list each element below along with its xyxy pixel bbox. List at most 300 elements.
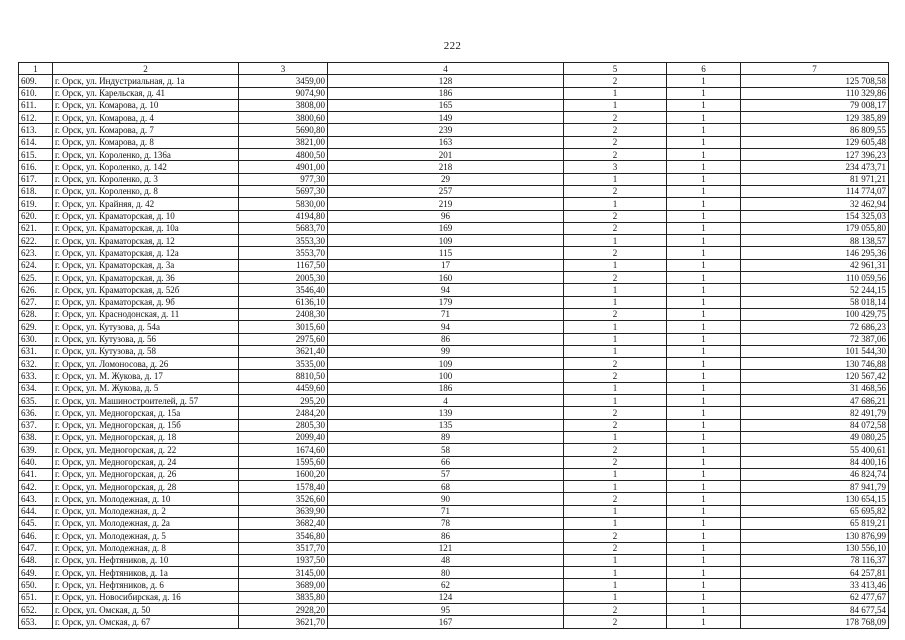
table-row (19, 87, 889, 99)
flag-cell: 1 (667, 136, 741, 148)
flag-cell: 1 (667, 493, 741, 505)
row-number: 653. (19, 616, 53, 628)
residents-cell: 163 (328, 136, 564, 148)
flag-cell: 1 (667, 579, 741, 591)
address-cell: г. Орск, ул. Молодежная, д. 2а (53, 517, 239, 529)
residents-cell: 124 (328, 591, 564, 603)
table-body (19, 75, 889, 628)
amount-cell: 125 708,58 (741, 75, 889, 87)
amount-cell: 114 774,07 (741, 185, 889, 197)
residents-cell: 257 (328, 185, 564, 197)
area-cell: 2805,30 (239, 419, 328, 431)
row-number: 650. (19, 579, 53, 591)
amount-cell: 81 971,21 (741, 173, 889, 185)
area-cell: 4194,80 (239, 210, 328, 222)
area-cell: 3682,40 (239, 517, 328, 529)
flag-cell: 1 (667, 517, 741, 529)
area-cell: 3821,00 (239, 136, 328, 148)
residents-cell: 167 (328, 616, 564, 628)
area-cell: 3553,70 (239, 247, 328, 259)
count-cell: 1 (564, 554, 667, 566)
address-cell: г. Орск, ул. Карельская, д. 41 (53, 87, 239, 99)
residents-cell: 109 (328, 235, 564, 247)
row-number: 634. (19, 382, 53, 394)
residents-cell: 186 (328, 87, 564, 99)
row-number: 645. (19, 517, 53, 529)
area-cell: 3553,30 (239, 235, 328, 247)
table-row (19, 296, 889, 308)
count-cell: 2 (564, 370, 667, 382)
amount-cell: 47 686,21 (741, 395, 889, 407)
residents-cell: 239 (328, 124, 564, 136)
amount-cell: 82 491,79 (741, 407, 889, 419)
residents-cell: 219 (328, 198, 564, 210)
residents-cell: 96 (328, 210, 564, 222)
flag-cell: 1 (667, 198, 741, 210)
amount-cell: 84 400,16 (741, 456, 889, 468)
row-number: 632. (19, 358, 53, 370)
count-cell: 1 (564, 87, 667, 99)
table-row (19, 591, 889, 603)
residents-cell: 109 (328, 358, 564, 370)
count-cell: 1 (564, 579, 667, 591)
amount-cell: 65 819,21 (741, 517, 889, 529)
area-cell: 1595,60 (239, 456, 328, 468)
count-cell: 1 (564, 505, 667, 517)
residents-cell: 160 (328, 272, 564, 284)
count-cell: 2 (564, 419, 667, 431)
area-cell: 3689,00 (239, 579, 328, 591)
amount-cell: 110 059,56 (741, 272, 889, 284)
address-cell: г. Орск, ул. Краматорская, д. 10а (53, 222, 239, 234)
area-cell: 3546,80 (239, 530, 328, 542)
table-row (19, 259, 889, 271)
area-cell: 1578,40 (239, 481, 328, 493)
area-cell: 977,30 (239, 173, 328, 185)
address-cell: г. Орск, ул. Краматорская, д. 36 (53, 272, 239, 284)
row-number: 640. (19, 456, 53, 468)
residents-cell: 80 (328, 567, 564, 579)
address-cell: г. Орск, ул. Медногорская, д. 24 (53, 456, 239, 468)
table-row (19, 149, 889, 161)
row-number: 609. (19, 75, 53, 87)
residents-cell: 86 (328, 530, 564, 542)
row-number: 619. (19, 198, 53, 210)
count-cell: 1 (564, 284, 667, 296)
amount-cell: 78 116,37 (741, 554, 889, 566)
area-cell: 1674,60 (239, 444, 328, 456)
table-row (19, 173, 889, 185)
count-cell: 1 (564, 259, 667, 271)
residents-cell: 128 (328, 75, 564, 87)
amount-cell: 110 329,86 (741, 87, 889, 99)
count-cell: 2 (564, 604, 667, 616)
amount-cell: 127 396,23 (741, 149, 889, 161)
count-cell: 1 (564, 99, 667, 111)
amount-cell: 72 686,23 (741, 321, 889, 333)
flag-cell: 1 (667, 235, 741, 247)
row-number: 622. (19, 235, 53, 247)
flag-cell: 1 (667, 481, 741, 493)
table-row (19, 321, 889, 333)
amount-cell: 178 768,09 (741, 616, 889, 628)
residents-cell: 95 (328, 604, 564, 616)
address-cell: г. Орск, ул. Комарова, д. 7 (53, 124, 239, 136)
address-cell: г. Орск, ул. Омская, д. 67 (53, 616, 239, 628)
area-cell: 3835,80 (239, 591, 328, 603)
residents-cell: 58 (328, 444, 564, 456)
residents-cell: 48 (328, 554, 564, 566)
table-row (19, 616, 889, 628)
count-cell: 2 (564, 272, 667, 284)
area-cell: 2484,20 (239, 407, 328, 419)
address-cell: г. Орск, ул. Кутузова, д. 56 (53, 333, 239, 345)
flag-cell: 1 (667, 444, 741, 456)
flag-cell: 1 (667, 222, 741, 234)
row-number: 610. (19, 87, 53, 99)
amount-cell: 146 295,36 (741, 247, 889, 259)
amount-cell: 129 605,48 (741, 136, 889, 148)
flag-cell: 1 (667, 395, 741, 407)
amount-cell: 87 941,79 (741, 481, 889, 493)
residents-cell: 135 (328, 419, 564, 431)
area-cell: 3145,00 (239, 567, 328, 579)
amount-cell: 100 429,75 (741, 308, 889, 320)
address-cell: г. Орск, ул. Омская, д. 50 (53, 604, 239, 616)
row-number: 628. (19, 308, 53, 320)
count-cell: 2 (564, 124, 667, 136)
area-cell: 2005,30 (239, 272, 328, 284)
table-row (19, 235, 889, 247)
row-number: 620. (19, 210, 53, 222)
flag-cell: 1 (667, 149, 741, 161)
flag-cell: 1 (667, 185, 741, 197)
table-row (19, 444, 889, 456)
row-number: 627. (19, 296, 53, 308)
table-row (19, 542, 889, 554)
table-row (19, 136, 889, 148)
address-cell: г. Орск, ул. Медногорская, д. 22 (53, 444, 239, 456)
flag-cell: 1 (667, 161, 741, 173)
flag-cell: 1 (667, 333, 741, 345)
area-cell: 4800,50 (239, 149, 328, 161)
count-cell: 2 (564, 136, 667, 148)
count-cell: 2 (564, 112, 667, 124)
residents-cell: 201 (328, 149, 564, 161)
row-number: 616. (19, 161, 53, 173)
row-number: 644. (19, 505, 53, 517)
residents-cell: 89 (328, 431, 564, 443)
address-cell: г. Орск, ул. Комарова, д. 8 (53, 136, 239, 148)
address-cell: г. Орск, ул. Краматорская, д. 12а (53, 247, 239, 259)
amount-cell: 55 400,61 (741, 444, 889, 456)
area-cell: 3517,70 (239, 542, 328, 554)
count-cell: 3 (564, 161, 667, 173)
table-row (19, 517, 889, 529)
count-cell: 1 (564, 468, 667, 480)
area-cell: 4901,00 (239, 161, 328, 173)
amount-cell: 79 008,17 (741, 99, 889, 111)
area-cell: 1937,50 (239, 554, 328, 566)
address-cell: г. Орск, ул. Индустриальная, д. 1а (53, 75, 239, 87)
area-cell: 5830,00 (239, 198, 328, 210)
area-cell: 2975,60 (239, 333, 328, 345)
table-row (19, 382, 889, 394)
flag-cell: 1 (667, 542, 741, 554)
flag-cell: 1 (667, 99, 741, 111)
address-cell: г. Орск, ул. Нефтяников, д. 6 (53, 579, 239, 591)
flag-cell: 1 (667, 296, 741, 308)
address-cell: г. Орск, ул. Комарова, д. 4 (53, 112, 239, 124)
amount-cell: 49 080,25 (741, 431, 889, 443)
area-cell: 5697,30 (239, 185, 328, 197)
residents-cell: 115 (328, 247, 564, 259)
area-cell: 2928,20 (239, 604, 328, 616)
column-header: 2 (53, 63, 239, 75)
address-cell: г. Орск, ул. Новосибирская, д. 16 (53, 591, 239, 603)
area-cell: 4459,60 (239, 382, 328, 394)
table-row (19, 333, 889, 345)
flag-cell: 1 (667, 468, 741, 480)
residents-cell: 121 (328, 542, 564, 554)
table-row (19, 505, 889, 517)
address-cell: г. Орск, ул. Молодежная, д. 10 (53, 493, 239, 505)
row-number: 618. (19, 185, 53, 197)
flag-cell: 1 (667, 87, 741, 99)
amount-cell: 154 325,03 (741, 210, 889, 222)
flag-cell: 1 (667, 272, 741, 284)
row-number: 642. (19, 481, 53, 493)
area-cell: 9074,90 (239, 87, 328, 99)
table-row (19, 493, 889, 505)
flag-cell: 1 (667, 554, 741, 566)
count-cell: 2 (564, 530, 667, 542)
residents-cell: 29 (328, 173, 564, 185)
flag-cell: 1 (667, 616, 741, 628)
address-cell: г. Орск, ул. Краматорская, д. 52б (53, 284, 239, 296)
row-number: 614. (19, 136, 53, 148)
count-cell: 1 (564, 173, 667, 185)
table-row (19, 431, 889, 443)
table-row (19, 358, 889, 370)
table-row (19, 75, 889, 87)
count-cell: 1 (564, 395, 667, 407)
area-cell: 295,20 (239, 395, 328, 407)
residents-cell: 78 (328, 517, 564, 529)
area-cell: 3800,60 (239, 112, 328, 124)
table-row (19, 112, 889, 124)
flag-cell: 1 (667, 382, 741, 394)
table-row (19, 284, 889, 296)
residents-cell: 149 (328, 112, 564, 124)
row-number: 625. (19, 272, 53, 284)
area-cell: 1167,50 (239, 259, 328, 271)
count-cell: 1 (564, 345, 667, 357)
amount-cell: 42 961,31 (741, 259, 889, 271)
table-row (19, 198, 889, 210)
flag-cell: 1 (667, 321, 741, 333)
flag-cell: 1 (667, 345, 741, 357)
flag-cell: 1 (667, 407, 741, 419)
count-cell: 1 (564, 591, 667, 603)
count-cell: 1 (564, 198, 667, 210)
count-cell: 2 (564, 308, 667, 320)
amount-cell: 130 654,15 (741, 493, 889, 505)
count-cell: 2 (564, 185, 667, 197)
count-cell: 2 (564, 542, 667, 554)
address-cell: г. Орск, ул. Краматорская, д. 10 (53, 210, 239, 222)
area-cell: 8810,50 (239, 370, 328, 382)
row-number: 621. (19, 222, 53, 234)
row-number: 646. (19, 530, 53, 542)
flag-cell: 1 (667, 567, 741, 579)
flag-cell: 1 (667, 505, 741, 517)
count-cell: 2 (564, 75, 667, 87)
count-cell: 1 (564, 296, 667, 308)
count-cell: 2 (564, 444, 667, 456)
amount-cell: 130 876,99 (741, 530, 889, 542)
table-row (19, 247, 889, 259)
address-cell: г. Орск, ул. Крайняя, д. 42 (53, 198, 239, 210)
flag-cell: 1 (667, 112, 741, 124)
residents-cell: 57 (328, 468, 564, 480)
row-number: 623. (19, 247, 53, 259)
area-cell: 3546,40 (239, 284, 328, 296)
table-row (19, 419, 889, 431)
row-number: 637. (19, 419, 53, 431)
amount-cell: 52 244,15 (741, 284, 889, 296)
row-number: 635. (19, 395, 53, 407)
amount-cell: 120 567,42 (741, 370, 889, 382)
amount-cell: 86 809,55 (741, 124, 889, 136)
flag-cell: 1 (667, 358, 741, 370)
amount-cell: 179 055,80 (741, 222, 889, 234)
address-cell: г. Орск, ул. М. Жукова, д. 17 (53, 370, 239, 382)
residents-cell: 86 (328, 333, 564, 345)
residents-cell: 71 (328, 308, 564, 320)
address-cell: г. Орск, ул. Краснодонская, д. 11 (53, 308, 239, 320)
count-cell: 2 (564, 407, 667, 419)
row-number: 624. (19, 259, 53, 271)
page-number: 222 (443, 40, 462, 52)
column-header: 5 (564, 63, 667, 75)
count-cell: 2 (564, 456, 667, 468)
row-number: 617. (19, 173, 53, 185)
count-cell: 1 (564, 333, 667, 345)
amount-cell: 46 824,74 (741, 468, 889, 480)
amount-cell: 130 746,88 (741, 358, 889, 370)
amount-cell: 65 695,82 (741, 505, 889, 517)
address-cell: г. Орск, ул. Нефтяников, д. 10 (53, 554, 239, 566)
table-row (19, 161, 889, 173)
column-header: 7 (741, 63, 889, 75)
flag-cell: 1 (667, 591, 741, 603)
table-row (19, 308, 889, 320)
area-cell: 2099,40 (239, 431, 328, 443)
flag-cell: 1 (667, 124, 741, 136)
address-cell: г. Орск, ул. Короленко, д. 136а (53, 149, 239, 161)
column-header: 4 (328, 63, 564, 75)
area-cell: 3621,40 (239, 345, 328, 357)
area-cell: 2408,30 (239, 308, 328, 320)
row-number: 648. (19, 554, 53, 566)
residents-cell: 169 (328, 222, 564, 234)
area-cell: 3015,60 (239, 321, 328, 333)
table-row (19, 481, 889, 493)
row-number: 649. (19, 567, 53, 579)
residents-cell: 100 (328, 370, 564, 382)
column-header: 3 (239, 63, 328, 75)
residents-cell: 4 (328, 395, 564, 407)
table-row (19, 579, 889, 591)
address-cell: г. Орск, ул. Краматорская, д. 3а (53, 259, 239, 271)
row-number: 615. (19, 149, 53, 161)
address-cell: г. Орск, ул. Медногорская, д. 28 (53, 481, 239, 493)
residents-cell: 186 (328, 382, 564, 394)
residents-cell: 68 (328, 481, 564, 493)
row-number: 636. (19, 407, 53, 419)
address-cell: г. Орск, ул. Комарова, д. 10 (53, 99, 239, 111)
residents-cell: 17 (328, 259, 564, 271)
residents-cell: 94 (328, 284, 564, 296)
count-cell: 2 (564, 493, 667, 505)
flag-cell: 1 (667, 75, 741, 87)
count-cell: 1 (564, 567, 667, 579)
table-row (19, 407, 889, 419)
amount-cell: 33 413,46 (741, 579, 889, 591)
residents-cell: 71 (328, 505, 564, 517)
area-cell: 3535,00 (239, 358, 328, 370)
table-row (19, 210, 889, 222)
table-row (19, 554, 889, 566)
residents-cell: 165 (328, 99, 564, 111)
flag-cell: 1 (667, 456, 741, 468)
area-cell: 3639,90 (239, 505, 328, 517)
row-number: 652. (19, 604, 53, 616)
housing-registry-table (18, 62, 889, 629)
area-cell: 5683,70 (239, 222, 328, 234)
address-cell: г. Орск, ул. Короленко, д. 142 (53, 161, 239, 173)
table-row (19, 370, 889, 382)
amount-cell: 31 468,56 (741, 382, 889, 394)
row-number: 643. (19, 493, 53, 505)
address-cell: г. Орск, ул. Краматорская, д. 9б (53, 296, 239, 308)
flag-cell: 1 (667, 530, 741, 542)
address-cell: г. Орск, ул. Краматорская, д. 12 (53, 235, 239, 247)
table-row (19, 272, 889, 284)
table-row (19, 567, 889, 579)
table-row (19, 185, 889, 197)
table-row (19, 468, 889, 480)
table-row (19, 604, 889, 616)
row-number: 633. (19, 370, 53, 382)
row-number: 651. (19, 591, 53, 603)
residents-cell: 179 (328, 296, 564, 308)
address-cell: г. Орск, ул. Кутузова, д. 54а (53, 321, 239, 333)
column-header: 6 (667, 63, 741, 75)
flag-cell: 1 (667, 308, 741, 320)
row-number: 638. (19, 431, 53, 443)
count-cell: 2 (564, 247, 667, 259)
flag-cell: 1 (667, 210, 741, 222)
row-number: 641. (19, 468, 53, 480)
area-cell: 1600,20 (239, 468, 328, 480)
residents-cell: 99 (328, 345, 564, 357)
amount-cell: 32 462,94 (741, 198, 889, 210)
amount-cell: 84 072,58 (741, 419, 889, 431)
amount-cell: 130 556,10 (741, 542, 889, 554)
address-cell: г. Орск, ул. Медногорская, д. 18 (53, 431, 239, 443)
